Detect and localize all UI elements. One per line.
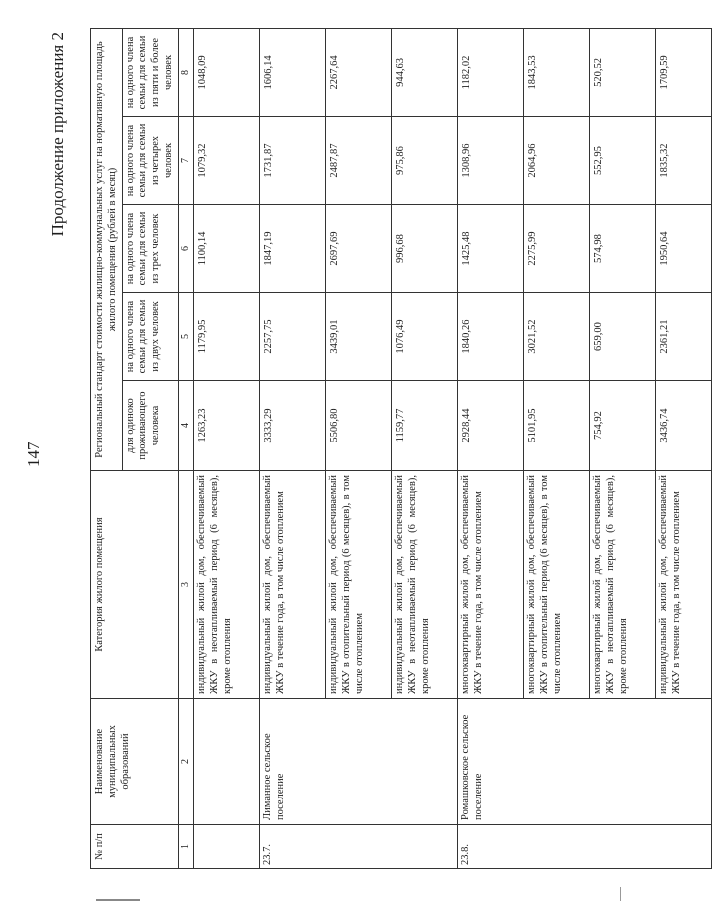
row-number: 23.7.: [259, 825, 457, 869]
value-cell: 2928,44: [457, 381, 523, 471]
col-number: 2: [178, 699, 193, 825]
value-cell: 1308,96: [457, 117, 523, 205]
housing-category: индивидуальный жилой дом, обеспечиваемый ЖКУ в течение года, в том числе отоплением: [655, 471, 711, 699]
value-cell: 3439,01: [325, 293, 391, 381]
table-row: [259, 28, 325, 868]
value-cell: 996,68: [391, 205, 457, 293]
value-cell: 2064,96: [523, 117, 589, 205]
sub-col-header: для одиноко проживающего человека: [122, 381, 178, 471]
value-cell: 1709,59: [655, 28, 711, 116]
sub-col-header: на одного члена семьи для семьи из двух человек: [122, 293, 178, 381]
col-number: 4: [178, 381, 193, 471]
sub-col-header: на одного члена семьи для семьи из пяти и более человек: [122, 28, 178, 116]
housing-category: многоквартирный жилой дом, обеспечиваемый ЖКУ в течение года, в том числе отоплением: [457, 471, 523, 699]
scan-edge-mark: [96, 889, 140, 901]
municipality-name: Ромашковское сельское поселение: [457, 699, 711, 825]
housing-category: индивидуальный жилой дом, обеспечиваемый ЖКУ в неотапливаемый период (6 месяцев), кроме отопления: [391, 471, 457, 699]
value-cell: 2257,75: [259, 293, 325, 381]
value-cell: 1263,23: [193, 381, 259, 471]
housing-category: индивидуальный жилой дом, обеспечиваемый ЖКУ в неотапливаемый период (6 месяцев), кроме отопления: [193, 471, 259, 699]
value-cell: 520,52: [589, 28, 655, 116]
value-cell: 5101,95: [523, 381, 589, 471]
value-cell: 1731,87: [259, 117, 325, 205]
sub-col-header: на одного члена семьи для семьи из трех человек: [122, 205, 178, 293]
row-number: [193, 825, 259, 869]
value-cell: 1847,19: [259, 205, 325, 293]
col-number: 7: [178, 117, 193, 205]
value-cell: 975,86: [391, 117, 457, 205]
col-header-group-standard: Региональный стандарт стоимости жилищно-коммунальных услуг на нормативную площадь жилого помещения (рублей в месяц): [91, 28, 123, 470]
housing-category: индивидуальный жилой дом, обеспечиваемый ЖКУ в течение года, в том числе отоплением: [259, 471, 325, 699]
value-cell: 1840,26: [457, 293, 523, 381]
col-number: 8: [178, 28, 193, 116]
value-cell: 1843,53: [523, 28, 589, 116]
table-row: [193, 28, 259, 868]
value-cell: 3021,52: [523, 293, 589, 381]
value-cell: 2267,64: [325, 28, 391, 116]
value-cell: 552,95: [589, 117, 655, 205]
page-number: 147: [24, 441, 43, 467]
cost-standard-table: [90, 28, 712, 869]
value-cell: 1606,14: [259, 28, 325, 116]
housing-category: индивидуальный жилой дом, обеспечиваемый ЖКУ в отопительный период (6 месяцев), в том числе отоплением: [325, 471, 391, 699]
table-row: [457, 28, 523, 868]
value-cell: 1182,02: [457, 28, 523, 116]
municipality-name: [193, 699, 259, 825]
value-cell: 3333,29: [259, 381, 325, 471]
value-cell: 2275,99: [523, 205, 589, 293]
value-cell: 574,98: [589, 205, 655, 293]
scan-edge-mark: [620, 887, 622, 901]
value-cell: 754,92: [589, 381, 655, 471]
housing-category: многоквартирный жилой дом, обеспечиваемый ЖКУ в неотапливаемый период (6 месяцев), кроме отопления: [589, 471, 655, 699]
value-cell: 1048,09: [193, 28, 259, 116]
municipality-name: Лиманное сельское поселение: [259, 699, 457, 825]
value-cell: 1079,32: [193, 117, 259, 205]
col-number: 6: [178, 205, 193, 293]
col-header-category: Категория жилого помещения: [91, 471, 179, 699]
col-number: 1: [178, 825, 193, 869]
value-cell: 1835,32: [655, 117, 711, 205]
value-cell: 2487,87: [325, 117, 391, 205]
sub-col-header: на одного члена семьи для семьи из четырех человек: [122, 117, 178, 205]
value-cell: 2697,69: [325, 205, 391, 293]
value-cell: 659,00: [589, 293, 655, 381]
value-cell: 1425,48: [457, 205, 523, 293]
col-header-number: № п/п: [91, 825, 179, 869]
value-cell: 1179,95: [193, 293, 259, 381]
value-cell: 5506,80: [325, 381, 391, 471]
value-cell: 944,63: [391, 28, 457, 116]
col-number: 3: [178, 471, 193, 699]
housing-category: многоквартирный жилой дом, обеспечиваемый ЖКУ в отопительный период (6 месяцев), в том числе отоплением: [523, 471, 589, 699]
col-header-municipality: Наименование муниципальных образований: [91, 699, 179, 825]
value-cell: 1950,64: [655, 205, 711, 293]
continuation-title: Продолжение приложения 2: [48, 32, 67, 237]
value-cell: 1076,49: [391, 293, 457, 381]
value-cell: 3436,74: [655, 381, 711, 471]
value-cell: 1159,77: [391, 381, 457, 471]
row-number: 23.8.: [457, 825, 711, 869]
value-cell: 1100,14: [193, 205, 259, 293]
value-cell: 2361,21: [655, 293, 711, 381]
col-number: 5: [178, 293, 193, 381]
